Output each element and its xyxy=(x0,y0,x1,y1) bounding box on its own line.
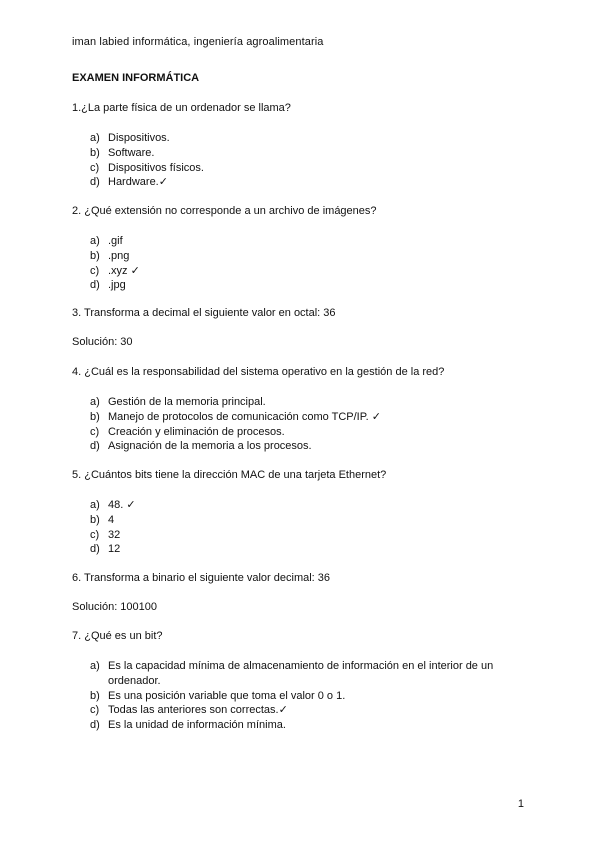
option-a xyxy=(72,395,528,410)
solution-text: Solución: 30 xyxy=(72,336,133,348)
option-text: Todas las anteriores son correctas.✓ xyxy=(108,704,288,717)
option-list xyxy=(72,498,528,557)
option-text: Gestión de la memoria principal. xyxy=(108,396,266,408)
option-text: Es la unidad de información mínima. xyxy=(108,719,286,732)
option-letter: b) xyxy=(90,410,100,423)
option-text: Es la capacidad mínima de almacenamiento de información en el interior de un xyxy=(108,660,494,672)
option-text: Dispositivos. xyxy=(108,132,170,144)
option-letter: a) xyxy=(90,132,100,144)
option-text: .xyz ✓ xyxy=(108,264,140,277)
option-a xyxy=(72,659,528,689)
option-letter: d) xyxy=(90,279,100,292)
option-c xyxy=(72,703,528,718)
question-1 xyxy=(72,101,528,190)
option-letter: d) xyxy=(90,176,100,189)
option-list xyxy=(72,659,528,733)
document-header: iman labied informática, ingeniería agroalimentaria xyxy=(72,36,324,48)
option-letter: d) xyxy=(90,719,100,732)
option-c xyxy=(72,425,528,440)
option-letter: a) xyxy=(90,235,100,247)
page-number: 1 xyxy=(517,798,524,810)
option-letter: a) xyxy=(90,396,100,408)
question-text: 1.¿La parte física de un ordenador se llama? xyxy=(72,102,291,114)
question-3 xyxy=(72,306,528,348)
option-letter: b) xyxy=(90,249,100,262)
option-list xyxy=(72,234,528,293)
option-text: .gif xyxy=(108,235,123,247)
question-text: 4. ¿Cuál es la responsabilidad del sistema operativo en la gestión de la red? xyxy=(72,366,445,378)
option-a xyxy=(72,498,528,513)
option-text: 32 xyxy=(108,528,121,541)
option-text: Software. xyxy=(108,146,155,159)
question-6 xyxy=(72,571,528,613)
option-c xyxy=(72,161,528,176)
option-letter: b) xyxy=(90,689,100,702)
option-letter: b) xyxy=(90,513,100,526)
option-text: Hardware.✓ xyxy=(108,176,168,189)
option-d xyxy=(72,278,528,293)
option-letter: d) xyxy=(90,440,100,453)
question-2 xyxy=(72,204,528,293)
option-text: Es una posición variable que toma el valor 0 o 1. xyxy=(108,689,346,702)
option-text: 48. ✓ xyxy=(108,499,136,511)
option-b xyxy=(72,249,528,264)
option-d xyxy=(72,718,528,733)
option-letter: c) xyxy=(90,264,100,277)
question-text: 3. Transforma a decimal el siguiente valor en octal: 36 xyxy=(72,307,336,319)
option-letter: a) xyxy=(90,660,100,672)
option-letter: c) xyxy=(90,528,100,541)
option-text: .png xyxy=(108,249,130,262)
option-list xyxy=(72,131,528,190)
option-text: Asignación de la memoria a los procesos. xyxy=(108,440,312,453)
option-d xyxy=(72,439,528,454)
option-b xyxy=(72,513,528,528)
option-letter: d) xyxy=(90,543,100,556)
option-letter: c) xyxy=(90,425,100,438)
solution-text: Solución: 100100 xyxy=(72,601,158,613)
option-b xyxy=(72,689,528,704)
option-a xyxy=(72,234,528,249)
option-b xyxy=(72,146,528,161)
question-7 xyxy=(72,629,528,733)
option-a xyxy=(72,131,528,146)
option-b xyxy=(72,410,528,425)
option-text: 4 xyxy=(108,513,115,526)
exam-title: EXAMEN INFORMÁTICA xyxy=(72,72,200,84)
question-text: 6. Transforma a binario el siguiente valor decimal: 36 xyxy=(72,572,331,584)
option-text: 12 xyxy=(108,543,121,556)
option-text: Dispositivos físicos. xyxy=(108,161,204,174)
option-letter: b) xyxy=(90,146,100,159)
option-list xyxy=(72,395,528,454)
question-text: 7. ¿Qué es un bit? xyxy=(72,630,163,642)
option-d xyxy=(72,542,528,557)
question-text: 5. ¿Cuántos bits tiene la dirección MAC de una tarjeta Ethernet? xyxy=(72,469,387,481)
option-c xyxy=(72,264,528,279)
question-text: 2. ¿Qué extensión no corresponde a un archivo de imágenes? xyxy=(72,205,377,217)
option-letter: c) xyxy=(90,161,100,174)
option-letter: a) xyxy=(90,499,100,511)
option-text: Creación y eliminación de procesos. xyxy=(108,425,285,438)
option-text: Manejo de protocolos de comunicación como TCP/IP. ✓ xyxy=(108,410,381,423)
option-letter: c) xyxy=(90,704,100,717)
option-text-continuation: ordenador. xyxy=(108,674,161,687)
option-d xyxy=(72,175,528,190)
question-4 xyxy=(72,365,528,454)
question-5 xyxy=(72,468,528,557)
option-c xyxy=(72,528,528,543)
option-text: .jpg xyxy=(108,279,126,292)
